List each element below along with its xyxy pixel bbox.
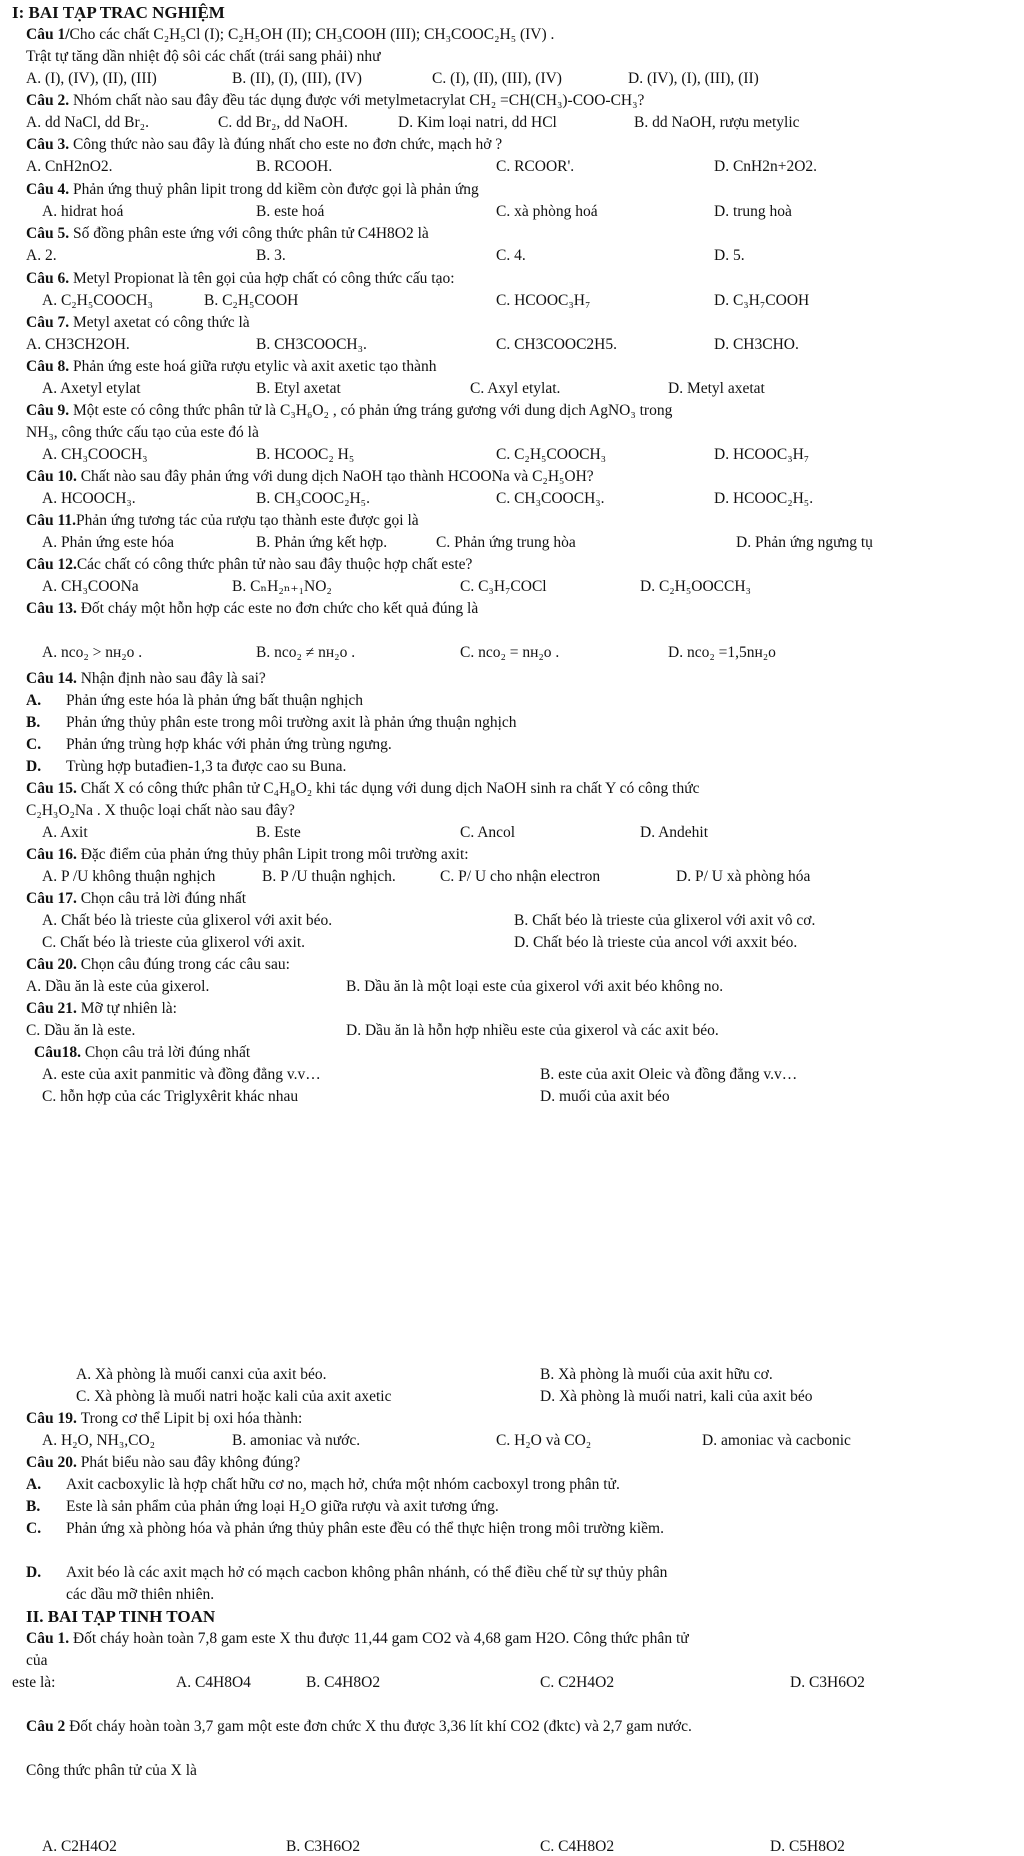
answer-option: C. HCOOC₃H₇: [496, 292, 591, 309]
answer-option: A. P /U không thuận nghịch: [42, 868, 216, 885]
answer-option: D. Chất béo là trieste của ancol với axxit béo.: [514, 934, 798, 951]
text-line: Câu 5. Số đồng phân este ứng với công thức phân tử C4H8O2 là: [26, 225, 429, 242]
answer-option: A. CH3CH2OH.: [26, 336, 130, 353]
text-line: Câu 2. Nhóm chất nào sau đây đều tác dụng được với metylmetacrylat CH₂ =CH(CH₃)-COO-CH₃?: [26, 92, 645, 109]
option-text: Axit béo là các axit mạch hở có mạch cacbon không phân nhánh, có thể điều chế từ sự thủy phân: [66, 1564, 668, 1581]
option-label: B.: [26, 1498, 41, 1515]
option-text: Phản ứng este hóa là phản ứng bất thuận nghịch: [66, 692, 364, 709]
answer-option: C. C4H8O2: [540, 1838, 615, 1855]
text-line: Câu 19. Trong cơ thể Lipit bị oxi hóa thành:: [26, 1410, 303, 1427]
option-label: C.: [26, 1520, 42, 1537]
answer-option: C. Axyl etylat.: [470, 380, 561, 397]
answer-option: C. Xà phòng là muối natri hoặc kali của axit axetic: [76, 1388, 392, 1405]
answer-option: D. Metyl axetat: [668, 380, 765, 397]
answer-option: B. nco₂ ≠ nн₂o .: [256, 644, 356, 661]
text-line: C₂H₃O₂Na . X thuộc loại chất nào sau đây?: [26, 802, 295, 819]
answer-option: A. HCOOCH₃.: [42, 490, 136, 507]
answer-option: C. C₃H₇COCl: [460, 578, 547, 595]
answer-option: D. Dầu ăn là hỗn hợp nhiều este của gixerol và các axit béo.: [346, 1022, 719, 1039]
answer-option: B. Xà phòng là muối của axit hữu cơ.: [540, 1366, 773, 1383]
answer-option: D. HCOOC₂H₅.: [714, 490, 814, 507]
answer-option: C. CH₃COOCH₃.: [496, 490, 605, 507]
answer-option: B. este của axit Oleic và đồng đẳng v.v…: [540, 1066, 798, 1083]
answer-option: D. C3H6O2: [790, 1674, 865, 1691]
answer-option: B. C3H6O2: [286, 1838, 361, 1855]
answer-option: A. Axit: [42, 824, 88, 841]
answer-option: A. Phản ứng este hóa: [42, 534, 174, 551]
text-line: Câu 9. Một este có công thức phân tử là C₃H₆O₂ , có phản ứng tráng gương với dung dịch AgNO₃ trong: [26, 402, 673, 419]
text-line: Câu 2 Đốt cháy hoàn toàn 3,7 gam một este đơn chức X thu được 3,36 lít khí CO2 (đktc) và 2,7 gam nước.: [26, 1718, 692, 1735]
answer-option: D. CH3CHO.: [714, 336, 799, 353]
answer-option: C. 4.: [496, 247, 526, 264]
option-label: A.: [26, 1476, 42, 1493]
text-line: Câu 20. Phát biểu nào sau đây không đúng?: [26, 1454, 301, 1471]
answer-option: A. dd NaCl, dd Br₂.: [26, 114, 149, 131]
text-line: I: BAI TẠP TRAC NGHIỆM: [12, 3, 225, 22]
answer-option: C. xà phòng hoá: [496, 203, 598, 220]
answer-option: A. este của axit panmitic và đồng đẳng v.v…: [42, 1066, 321, 1083]
answer-option: C. Chất béo là trieste của glixerol với axit.: [42, 934, 306, 951]
text-line: Câu 15. Chất X có công thức phân tử C₄H₈O₂ khi tác dụng với dung dịch NaOH sinh ra chất Y có công thức: [26, 780, 700, 797]
answer-option: C. P/ U cho nhận electron: [440, 868, 601, 885]
answer-option: B. Phản ứng kết hợp.: [256, 534, 388, 551]
answer-option: D. P/ U xà phòng hóa: [676, 868, 811, 885]
text-line: Câu 11.Phản ứng tương tác của rượu tạo thành este được gọi là: [26, 512, 419, 529]
text-line: Câu 3. Công thức nào sau đây là đúng nhất cho este no đơn chức, mạch hở ?: [26, 136, 503, 153]
option-label: D.: [26, 1564, 42, 1581]
option-label: A.: [26, 692, 42, 709]
answer-option: B. 3.: [256, 247, 286, 264]
answer-option: D. C₂H₅OOCCH₃: [640, 578, 751, 595]
text-line: Câu 8. Phản ứng este hoá giữa rượu etylic và axit axetic tạo thành: [26, 358, 437, 375]
answer-option: B. Dầu ăn là một loại este của gixerol với axit béo không no.: [346, 978, 724, 995]
answer-option: B. este hoá: [256, 203, 325, 220]
answer-option: A. Chất béo là trieste của glixerol với axit béo.: [42, 912, 333, 929]
answer-option: D. (IV), (I), (III), (II): [628, 70, 759, 87]
answer-option: D. CnH2n+2O2.: [714, 158, 818, 175]
answer-option: D. Andehit: [640, 824, 709, 841]
option-text: Phản ứng thủy phân este trong môi trường axit là phản ứng thuận nghịch: [66, 714, 517, 731]
answer-option: B. dd NaOH, rượu metylic: [634, 114, 800, 131]
answer-option: A. Xà phòng là muối canxi của axit béo.: [76, 1366, 327, 1383]
answer-option: B. Este: [256, 824, 301, 841]
answer-option: C. RCOOR'.: [496, 158, 575, 175]
answer-option: A. C2H4O2: [42, 1838, 117, 1855]
answer-option: B. RCOOH.: [256, 158, 333, 175]
answer-option: D. Phản ứng ngưng tụ: [736, 534, 873, 551]
answer-option: A. H₂O, NH₃,CO₂: [42, 1432, 156, 1449]
text-line: Câu 1/Cho các chất C₂H₅Cl (I); C₂H₅OH (II); CH₃COOH (III); CH₃COOC₂H₅ (IV) .: [26, 26, 555, 43]
answer-option: A. 2.: [26, 247, 57, 264]
answer-option: B. P /U thuận nghịch.: [262, 868, 396, 885]
answer-option: C. Ancol: [460, 824, 516, 841]
text-line: của: [26, 1652, 48, 1669]
answer-option: A. Axetyl etylat: [42, 380, 141, 397]
text-line: Trật tự tăng dần nhiệt độ sôi các chất (trái sang phải) như: [26, 48, 381, 65]
answer-option: C. hỗn hợp của các Triglyxêrit khác nhau: [42, 1088, 299, 1105]
answer-option: B. Chất béo là trieste của glixerol với axit vô cơ.: [514, 912, 816, 929]
answer-option: B. CH₃COOC₂H₅.: [256, 490, 370, 507]
option-text: Trùng hợp butađien-1,3 ta được cao su Buna.: [66, 758, 347, 775]
answer-option: D. Xà phòng là muối natri, kali của axit béo: [540, 1388, 813, 1405]
option-text: Este là sản phẩm của phản ứng loại H₂O giữa rượu và axit tương ứng.: [66, 1498, 499, 1515]
answer-option: B. amoniac và nước.: [232, 1432, 361, 1449]
answer-option: C. nco₂ = nн₂o .: [460, 644, 560, 661]
answer-option: B. C₂H₅COOH: [204, 292, 299, 309]
answer-option: A. CH₃COOCH₃: [42, 446, 148, 463]
answer-option: A. CnH2nO2.: [26, 158, 113, 175]
answer-option: D. C5H8O2: [770, 1838, 845, 1855]
answer-option: B. HCOOC₂ H₅: [256, 446, 355, 463]
answer-option: D. trung hoà: [714, 203, 792, 220]
text-line: Câu 17. Chọn câu trả lời đúng nhất: [26, 890, 247, 907]
answer-option: A. hidrat hoá: [42, 203, 124, 220]
answer-option: C. C2H4O2: [540, 1674, 615, 1691]
text-line: Câu 10. Chất nào sau đây phản ứng với dung dịch NaOH tạo thành HCOONa và C₂H₅OH?: [26, 468, 594, 485]
answer-option: D. HCOOC₃H₇: [714, 446, 810, 463]
answer-option: C. Phản ứng trung hòa: [436, 534, 576, 551]
text-line: Công thức phân tử của X là: [26, 1762, 197, 1779]
answer-option: A. nco₂ > nн₂o .: [42, 644, 143, 661]
answer-option: B. CₙH₂ₙ₊₁NO₂: [232, 578, 332, 595]
answer-option: D. amoniac và cacbonic: [702, 1432, 851, 1449]
text-line: Câu 6. Metyl Propionat là tên gọi của hợp chất có công thức cấu tạo:: [26, 270, 455, 287]
answer-option: A. CH₃COONa: [42, 578, 139, 595]
answer-option: D. nco₂ =1,5nн₂o: [668, 644, 776, 661]
answer-option: D. Kim loại natri, dd HCl: [398, 114, 557, 131]
option-text: Phản ứng xà phòng hóa và phản ứng thủy phân este đều có thể thực hiện trong môi trường kiềm.: [66, 1520, 664, 1537]
answer-option: A. Dầu ăn là este của gixerol.: [26, 978, 210, 995]
answer-option: D. C₃H₇COOH: [714, 292, 810, 309]
answer-option: C. (I), (II), (III), (IV): [432, 70, 562, 87]
answer-option: B. CH3COOCH₃.: [256, 336, 367, 353]
option-label: D.: [26, 758, 42, 775]
text-line: Câu 21. Mỡ tự nhiên là:: [26, 1000, 177, 1017]
answer-option: A. C₂H₅COOCH₃: [42, 292, 153, 309]
option-text: Phản ứng trùng hợp khác với phản ứng trùng ngưng.: [66, 736, 392, 753]
option-text: Axit cacboxylic là hợp chất hữu cơ no, mạch hở, chứa một nhóm cacboxyl trong phân tử.: [66, 1476, 620, 1493]
answer-option: A. C4H8O4: [176, 1674, 251, 1691]
text-line: các dầu mỡ thiên nhiên.: [66, 1586, 215, 1603]
text-line: Câu 7. Metyl axetat có công thức là: [26, 314, 250, 331]
answer-option: B. Etyl axetat: [256, 380, 341, 397]
answer-option: este là:: [12, 1674, 56, 1691]
text-line: II. BAI TẠP TINH TOAN: [26, 1607, 216, 1626]
answer-option: C. dd Br₂, dd NaOH.: [218, 114, 348, 131]
text-line: Câu18. Chọn câu trả lời đúng nhất: [34, 1044, 251, 1061]
text-line: Câu 16. Đặc điểm của phản ứng thủy phân Lipit trong môi trường axit:: [26, 846, 469, 863]
answer-option: B. (II), (I), (III), (IV): [232, 70, 362, 87]
text-line: NH₃, công thức cấu tạo của este đó là: [26, 424, 259, 441]
text-line: Câu 13. Đốt cháy một hỗn hợp các este no đơn chức cho kết quả đúng là: [26, 600, 479, 617]
text-line: Câu 20. Chọn câu đúng trong các câu sau:: [26, 956, 290, 973]
text-line: Câu 4. Phản ứng thuỷ phân lipit trong dd kiềm còn được gọi là phản ứng: [26, 181, 479, 198]
text-line: Câu 14. Nhận định nào sau đây là sai?: [26, 670, 266, 687]
answer-option: D. 5.: [714, 247, 745, 264]
answer-option: C. H₂O và CO₂: [496, 1432, 592, 1449]
answer-option: C. Dầu ăn là este.: [26, 1022, 136, 1039]
text-line: Câu 1. Đốt cháy hoàn toàn 7,8 gam este X thu được 11,44 gam CO2 và 4,68 gam H2O. Công thức phân tử: [26, 1630, 689, 1647]
answer-option: C. CH3COOC2H5.: [496, 336, 618, 353]
answer-option: A. (I), (IV), (II), (III): [26, 70, 157, 87]
option-label: B.: [26, 714, 41, 731]
answer-option: D. muối của axit béo: [540, 1088, 670, 1105]
answer-option: C. C₂H₅COOCH₃: [496, 446, 607, 463]
answer-option: B. C4H8O2: [306, 1674, 381, 1691]
option-label: C.: [26, 736, 42, 753]
text-line: Câu 12.Các chất có công thức phân tử nào sau đây thuộc hợp chất este?: [26, 556, 473, 573]
